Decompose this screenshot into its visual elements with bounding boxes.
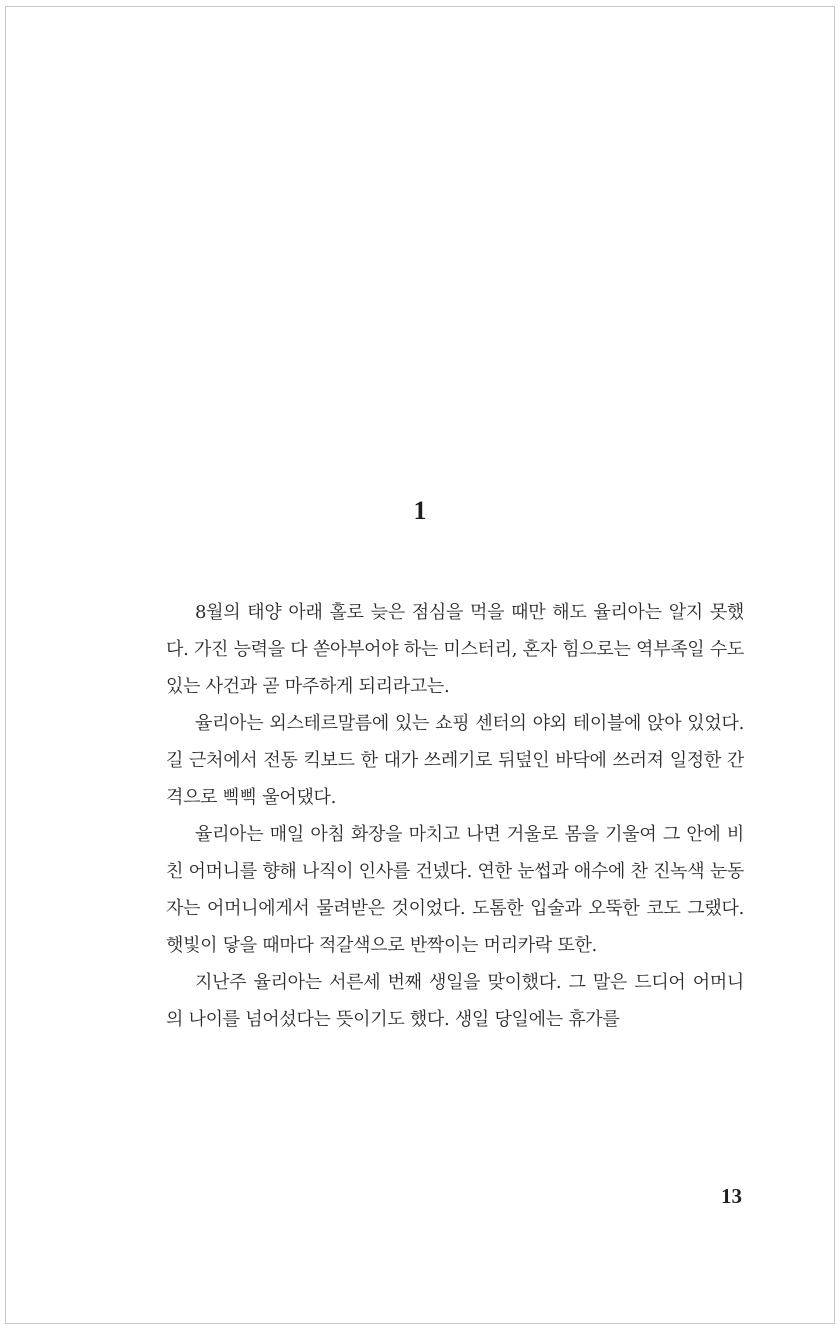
- body-text: [166, 594, 744, 1038]
- paragraph: 율리아는 외스테르말름에 있는 쇼핑 센터의 야외 테이블에 앉아 있었다. 길 근처에서 전동 킥보드 한 대가 쓰레기로 뒤덮인 바닥에 쓰러져 일정한 간격으로 삑삑 울어댔다.: [166, 713, 744, 808]
- chapter-number: 1: [413, 496, 427, 525]
- paragraph: 지난주 율리아는 서른세 번째 생일을 맞이했다. 그 말은 드디어 어머니의 나이를 넘어섰다는 뜻이기도 했다. 생일 당일에는 휴가를: [166, 972, 744, 1030]
- paragraph: 8월의 태양 아래 홀로 늦은 점심을 먹을 때만 해도 율리아는 알지 못했다. 가진 능력을 다 쏟아부어야 하는 미스터리, 혼자 힘으로는 역부족일 수도 있는 사건과 곧 마주하게 되리라고는.: [166, 602, 744, 697]
- page-number: 13: [721, 1184, 742, 1208]
- paragraph: 율리아는 매일 아침 화장을 마치고 나면 거울로 몸을 기울여 그 안에 비친 어머니를 향해 나직이 인사를 건넸다. 연한 눈썹과 애수에 찬 진녹색 눈동자는 어머니에게서 물려받은 것이었다. 도톰한 입술과 오뚝한 코도 그랬다. 햇빛이 닿을 때마다 적갈색으로 반짝이는 머리카락 또한.: [166, 824, 744, 956]
